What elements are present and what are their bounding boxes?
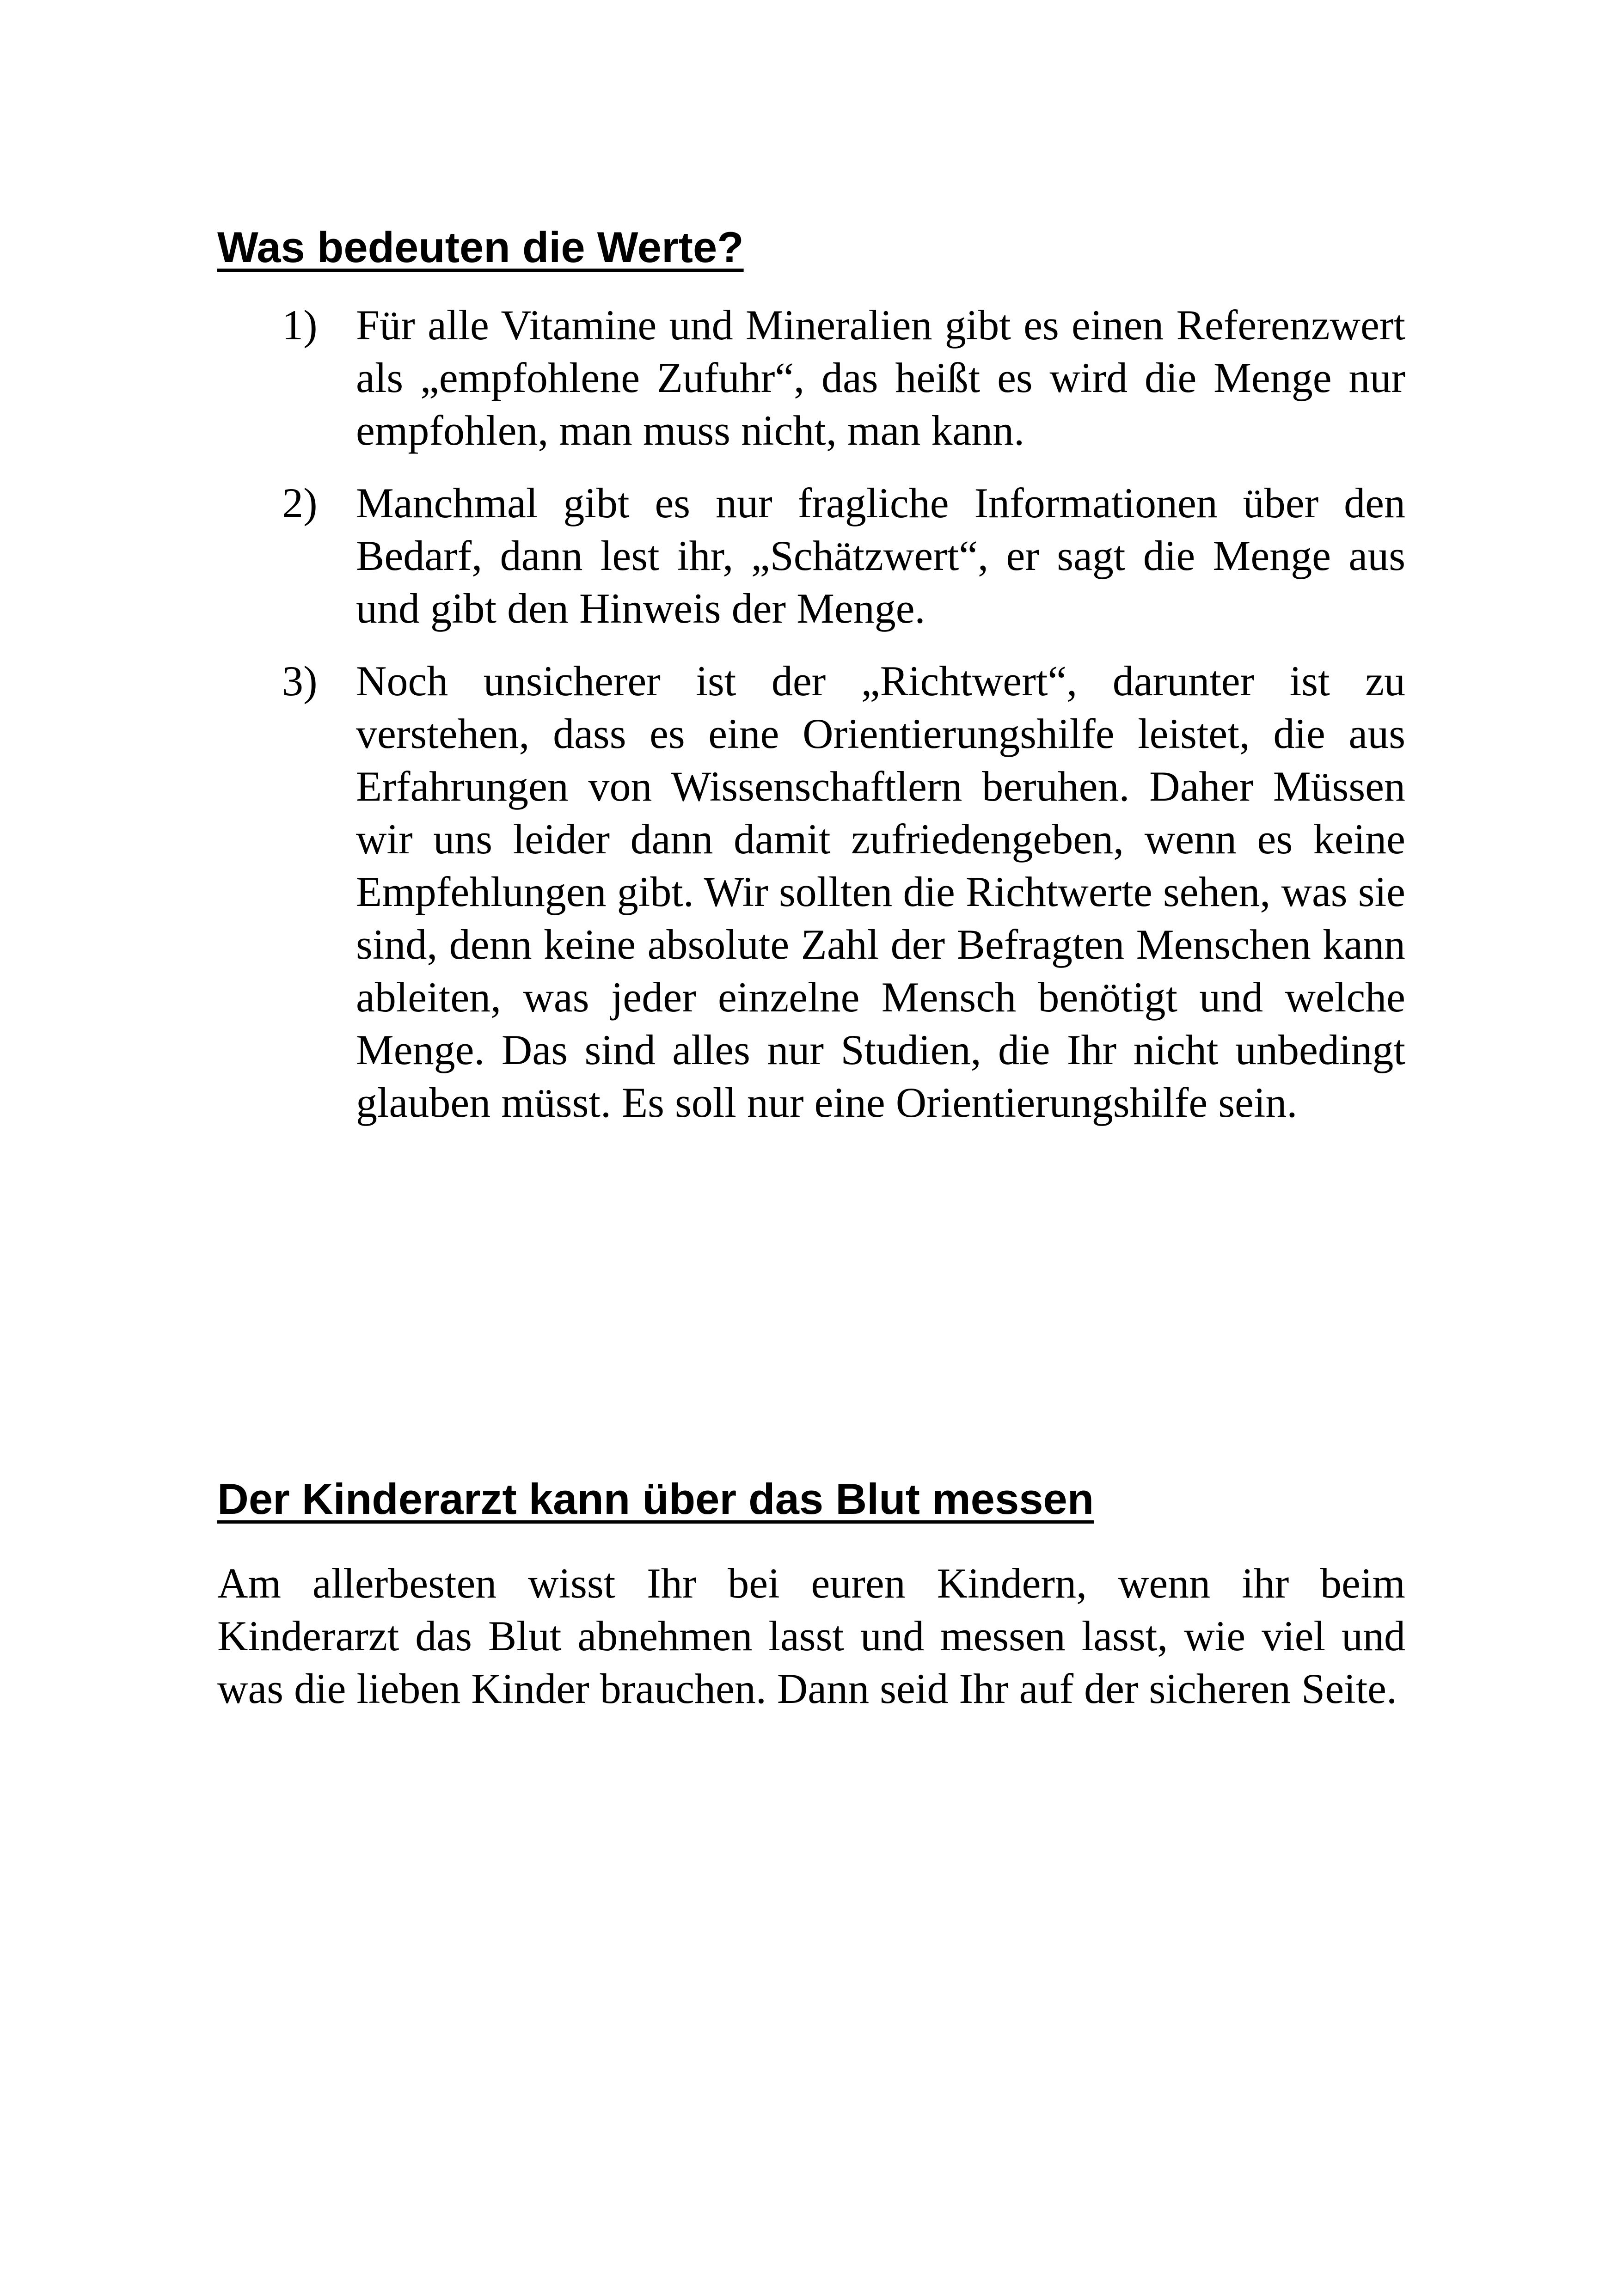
list-item-number: 1) — [282, 301, 318, 349]
list-item — [282, 299, 1405, 457]
list-item-number: 3) — [282, 657, 318, 704]
values-explanation-list — [282, 299, 1405, 1149]
body-paragraph: Am allerbesten wisst Ihr bei euren Kindern, wenn ihr beim Kinderarzt das Blut abnehmen lasst und messen lasst, wie viel und was die lieben Kinder brauchen. Dann seid Ihr auf der sicheren Seite. — [217, 1560, 1405, 1712]
list-item-text: Noch unsicherer ist der „Richtwert“, darunter ist zu verstehen, dass es eine Orientierungshilfe leistet, die aus Erfahrungen von Wissenschaftlern beruhen. Daher Müssen wir uns leider dann damit zufriedengeben, wenn es keine Empfehlungen gibt. Wir sollten die Richtwerte sehen, was sie sind, denn keine absolute Zahl der Befragten Menschen kann ableiten, was jeder einzelne Mensch benötigt und welche Menge. Das sind alles nur Studien, die Ihr nicht unbedingt glauben müsst. Es soll nur eine Orientierungshilfe sein. — [356, 657, 1405, 1126]
section-heading-werte: Was bedeuten die Werte? — [217, 223, 744, 271]
list-item — [282, 655, 1405, 1129]
list-item-text: Manchmal gibt es nur fragliche Informationen über den Bedarf, dann lest ihr, „Schätzwert“, er sagt die Menge aus und gibt den Hinweis der Menge. — [356, 479, 1405, 632]
list-item-number: 2) — [282, 479, 318, 527]
section-heading-kinderarzt: Der Kinderarzt kann über das Blut messen — [217, 1475, 1094, 1523]
list-item-text: Für alle Vitamine und Mineralien gibt es einen Referenzwert als „empfohlene Zufuhr“, das heißt es wird die Menge nur empfohlen, man muss nicht, man kann. — [356, 301, 1405, 454]
list-item — [282, 477, 1405, 635]
